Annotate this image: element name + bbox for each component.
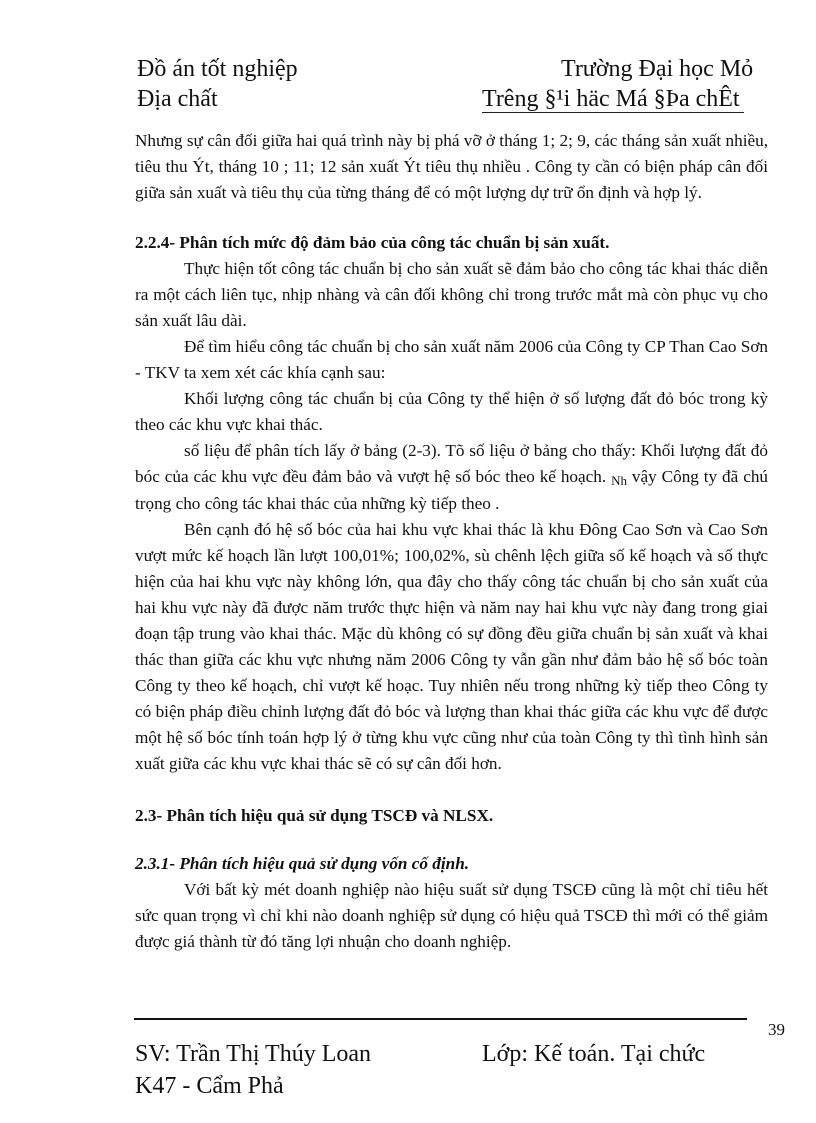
paragraph: Thực hiện tốt công tác chuẩn bị cho sản xuất sẽ đảm bảo cho công tác khai thác diễn ra một cách liên tục, nhịp nhàng và cân đối không chỉ trong trước mắt mà còn phục vụ cho sản xuất lâu dài. bbox=[135, 259, 768, 330]
header-university-garbled: Trêng §¹i häc Má §Þa chÊt bbox=[482, 86, 740, 112]
inline-fragment: Nh bbox=[611, 473, 627, 488]
footer-rule bbox=[134, 1018, 747, 1020]
header-university: Trường Đại học Mỏ bbox=[561, 56, 754, 82]
footer-class: Lớp: Kế toán. Tại chức bbox=[482, 1041, 706, 1067]
page-number: 39 bbox=[768, 1020, 785, 1039]
paragraph: Với bất kỳ mét doanh nghiệp nào hiệu suất sử dụng TSCĐ cũng là một chỉ tiêu hết sức quan trọng vì chỉ khi nào doanh nghiệp sử dụng có hiệu quả TSCĐ thì mới có thể giảm được giá thành từ đó tăng lợi nhuận cho doanh nghiệp. bbox=[135, 880, 768, 951]
paragraph bbox=[135, 438, 768, 517]
section-heading-2-3: 2.3- Phân tích hiệu quả sử dụng TSCĐ và NLSX. bbox=[135, 806, 494, 825]
page-body bbox=[135, 128, 768, 955]
paragraph: Để tìm hiểu công tác chuẩn bị cho sản xuất năm 2006 của Công ty CP Than Cao Sơn - TKV ta xem xét các khía cạnh sau: bbox=[135, 337, 768, 382]
paragraph: Khối lượng công tác chuẩn bị của Công ty thể hiện ở số lượng đất đỏ bóc trong kỳ theo các khu vực khai thác. bbox=[135, 389, 768, 434]
section-heading-2-2-4: 2.2.4- Phân tích mức độ đảm bảo của công tác chuẩn bị sản xuất. bbox=[135, 233, 610, 252]
footer-cohort: K47 - Cẩm Phả bbox=[135, 1073, 284, 1099]
paragraph-text: số liệu để phân tích lấy ở bảng (2-3). Tõ số liệu ở bảng cho thấy: Khối lượng đất đỏ bóc của các khu vực đều đảm bảo và vượt hệ số bóc theo kế hoạch. bbox=[135, 441, 768, 486]
section-heading-2-3-1: 2.3.1- Phân tích hiệu quả sử dụng vốn cố định. bbox=[135, 854, 470, 873]
header-rule bbox=[482, 112, 744, 113]
header-document-title: Đồ án tốt nghiệp bbox=[137, 56, 298, 82]
paragraph: Nhưng sự cân đối giữa hai quá trình này bị phá vỡ ở tháng 1; 2; 9, các tháng sản xuất nhiều, tiêu thu Ýt, tháng 10 ; 11; 12 sản xuất Ýt tiêu thụ nhiều . Công ty cần có biện pháp cân đối giữa sản xuất và tiêu thụ của từng tháng để có một lượng dự trữ ổn định và hợp lý. bbox=[135, 131, 768, 202]
paragraph: Bên cạnh đó hệ số bóc của hai khu vực khai thác là khu Đông Cao Sơn và Cao Sơn vượt mức kế hoạch lần lượt 100,01%; 100,02%, sù chênh lệch giữa số kế hoạch và số thực hiện của hai khu vực này không lớn, qua đây cho thấy công tác chuẩn bị cho sản xuất của hai khu vực này đã được năm trước thực hiện và năm nay hai khu vực này đang trong giai đoạn tập trung vào khai thác. Mặc dù không có sự đồng đều giữa chuẩn bị sản xuất và khai thác than giữa các khu vực nhưng năm 2006 Công ty vẫn gần như đảm bảo hệ số bóc toàn Công ty theo kế hoạch, chỉ vượt kế hoạc. Tuy nhiên nếu trong những kỳ tiếp theo Công ty có biện pháp điều chỉnh lượng đất đỏ bóc và lượng than khai thác giữa các khu vực để được một hệ số bóc tính toán hợp lý ở từng khu vực cũng như của toàn Công ty thì tình hình sản xuất giữa các khu vực khai thác sẽ có sự cân đối hơn. bbox=[135, 520, 768, 773]
header-major: Địa chất bbox=[137, 86, 218, 112]
paragraph-text: vậy Công ty đã chú trọng cho công tác khai thác của những kỳ tiếp theo . bbox=[135, 467, 769, 513]
footer-student: SV: Trần Thị Thúy Loan bbox=[135, 1041, 372, 1067]
